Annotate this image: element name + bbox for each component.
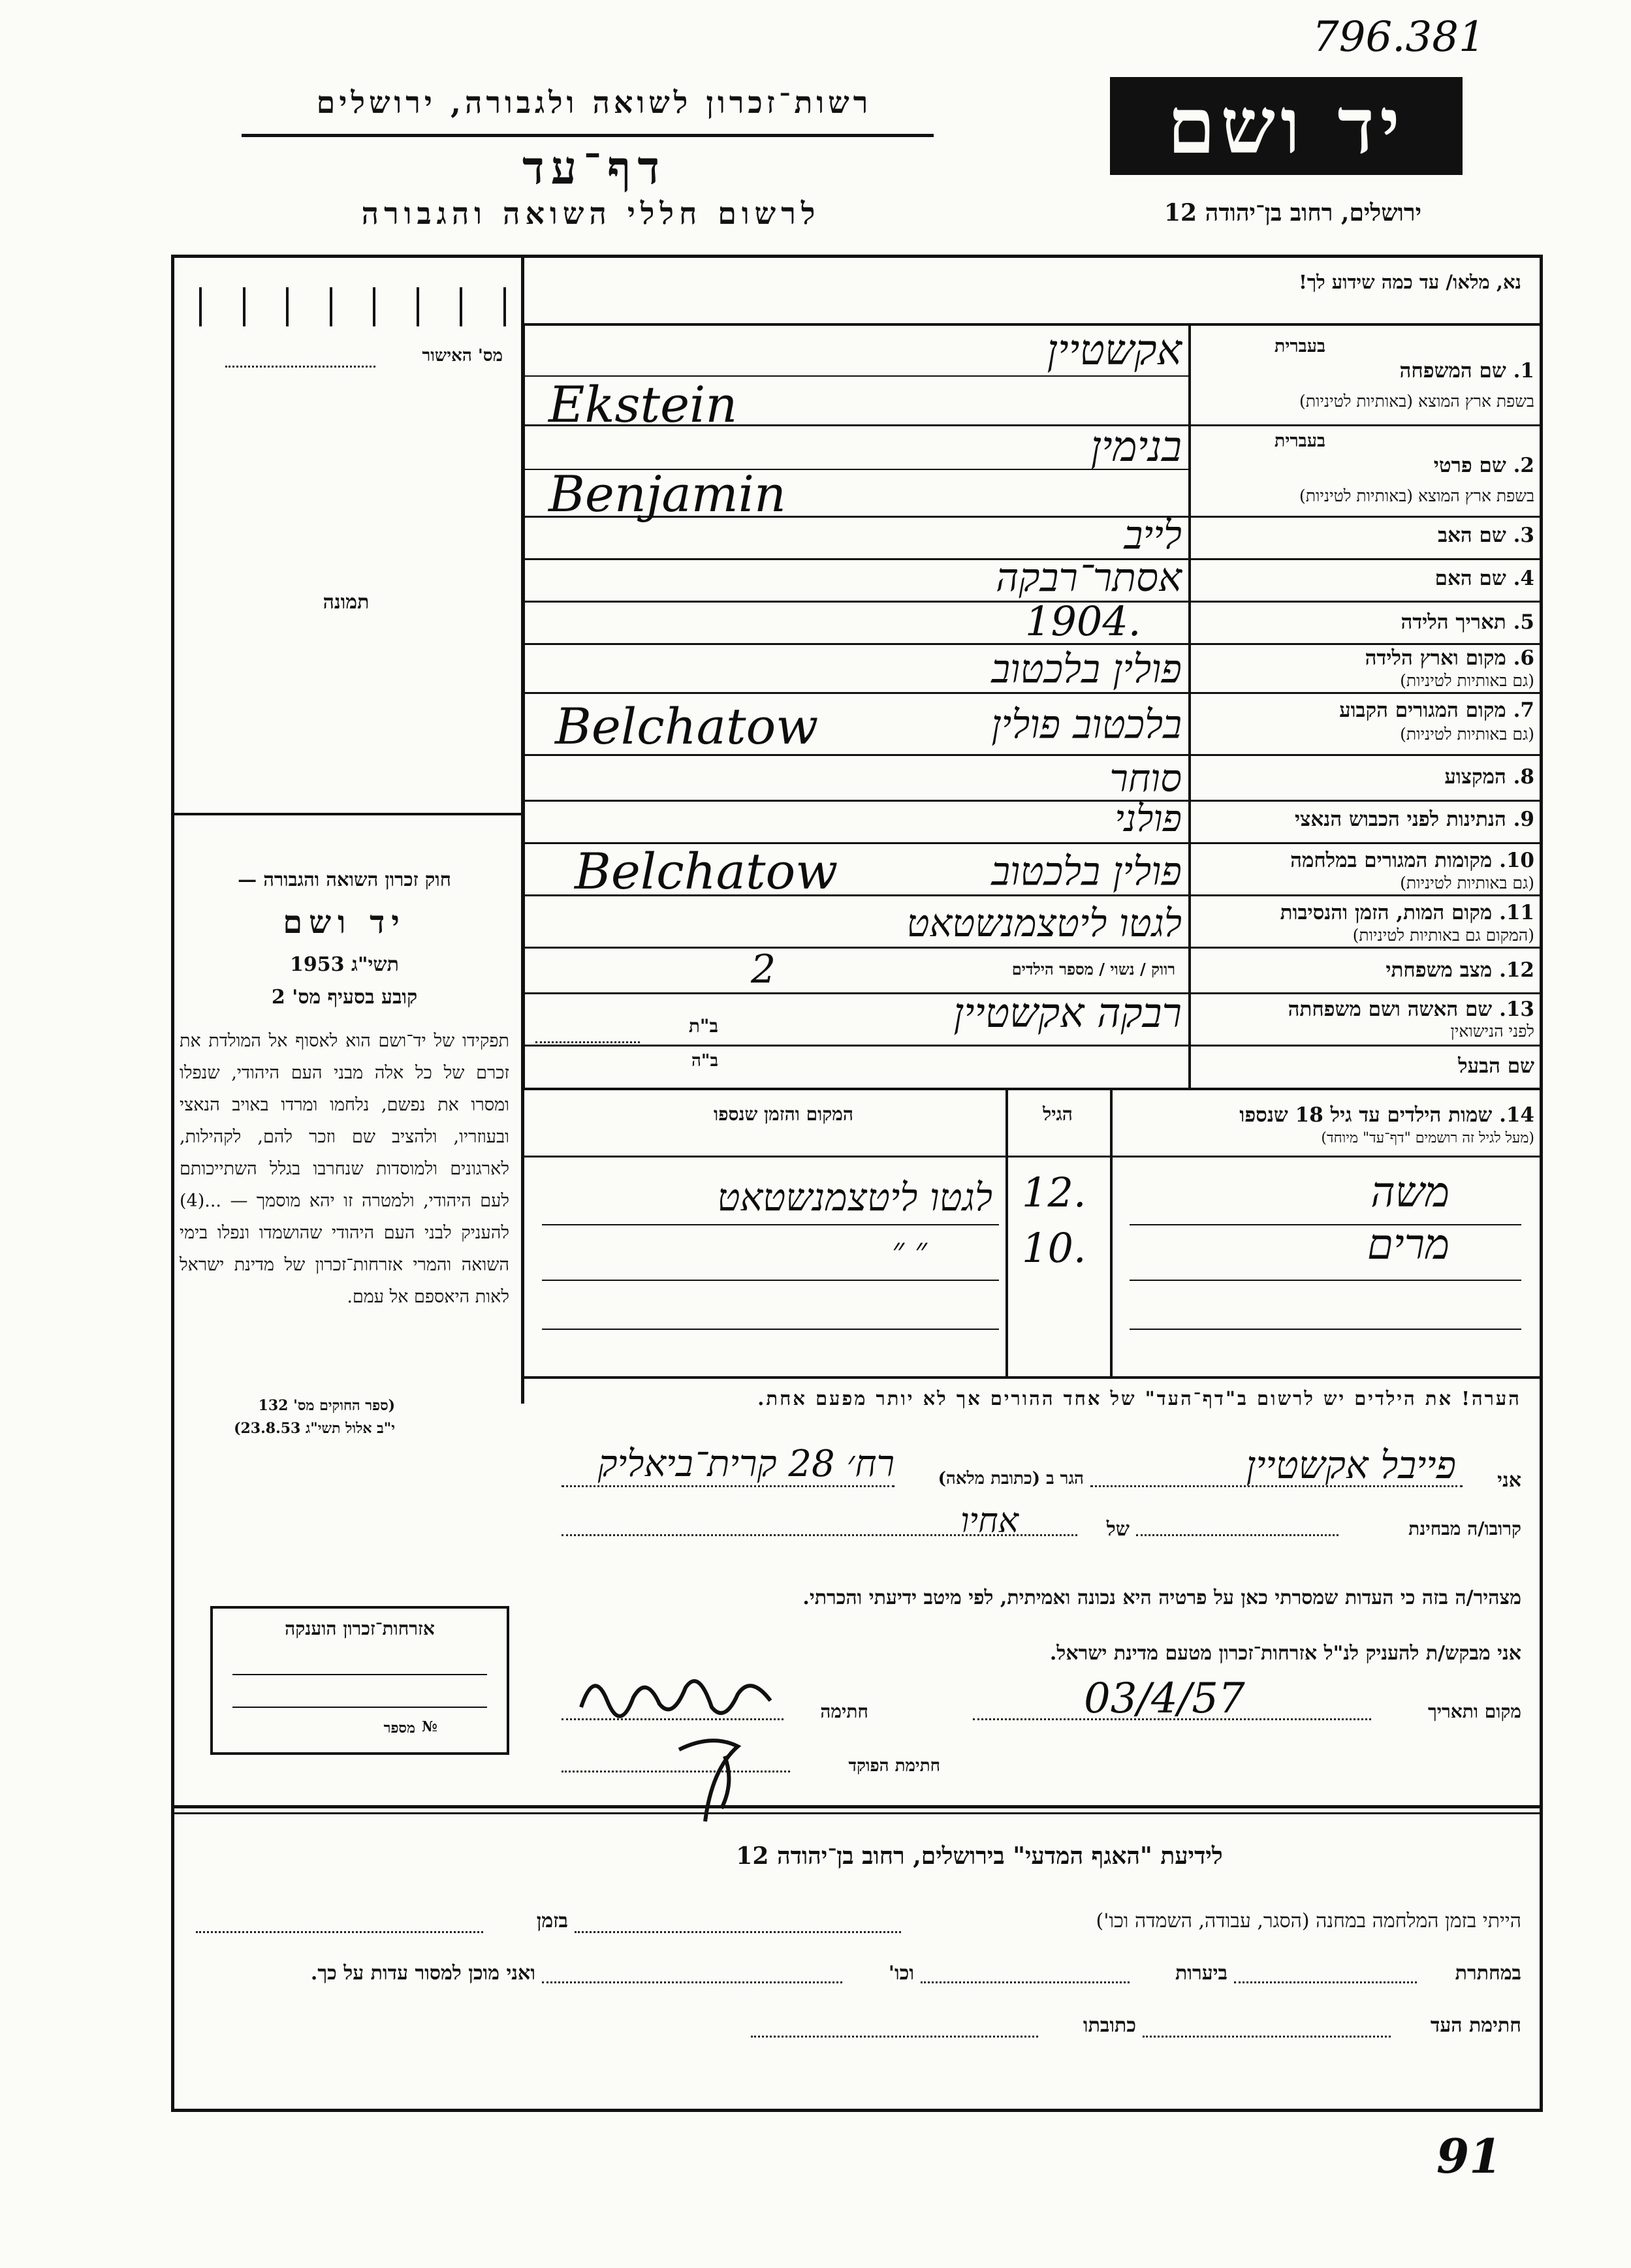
law-name: יד ושם — [283, 904, 406, 941]
field3-label-text: שם האב — [1438, 524, 1506, 547]
footer-ready-testify: ואני מוכן למסור עדות על כך. — [310, 1962, 535, 1985]
child1-name: משה — [1370, 1169, 1449, 1217]
field10-sub: (גם באותיות לטיניות) — [1400, 874, 1534, 892]
footer-underground-label: במחתרת — [1455, 1962, 1521, 1985]
field1-value-latin: Ekstein — [548, 375, 738, 433]
citizenship-box — [210, 1606, 509, 1755]
child2-place: ״ ״ — [892, 1231, 927, 1268]
field8-label-text: המקצוע — [1444, 765, 1506, 789]
address-label: הגר ב (כתובת מלאה) — [938, 1469, 1084, 1488]
declaration-request: אני מבקש/ת להעניק לנ"ל אזרחות־זכרון מטעם מדינת ישראל. — [1049, 1642, 1521, 1665]
field2-label: 2. שם פרטי — [1433, 454, 1534, 477]
field12-label: 12. מצב משפחתי — [1386, 958, 1534, 982]
org-line: רשות־זכרון לשואה ולגבורה, ירושלים — [316, 85, 872, 120]
corner-archive-number: 796.381 — [1312, 13, 1485, 61]
field11-label-text: מקום המות, הזמן והנסיבות — [1280, 901, 1493, 924]
field13-born-tag: ב"ת — [688, 1015, 718, 1037]
relation-value: אחיו — [960, 1502, 1019, 1541]
field6-label: 6. מקום וארץ הלידה — [1365, 646, 1534, 670]
field1-value-hebrew: אקשטיין — [1047, 326, 1182, 375]
approval-number-label: מס' האישור — [422, 346, 503, 366]
address-value: רח׳ 28 קרית־ביאליק — [597, 1443, 895, 1485]
of-label: של — [1106, 1518, 1130, 1541]
declarant-label: אני — [1497, 1469, 1521, 1492]
yad-vashem-logo — [1110, 77, 1463, 175]
field9-label-text: הנתינות לפני הכבוש הנאצי — [1295, 808, 1506, 831]
field4-value: אסתר־רבקה — [996, 555, 1182, 601]
field8-value: סוחר — [1109, 756, 1182, 800]
declaration-statement: מצהיר/ה בזה כי העדות שמסרתי כאן על פרטיה היא נכונה ואמיתית, לפי מיטב ידיעתי והכרתי. — [802, 1586, 1521, 1609]
husband-born-tag: ב"ה — [691, 1051, 718, 1071]
field13-sub: לפני הנישואין — [1450, 1022, 1534, 1041]
field11-sub: (המקום גם באותיות לטיניות) — [1352, 926, 1534, 945]
number-sign-icon: № — [422, 1718, 437, 1735]
witness-address-label: כתובתו — [1083, 2014, 1136, 2037]
declarant-signature — [575, 1662, 784, 1727]
field4-label-text: שם האם — [1434, 567, 1506, 590]
field13-label: 13. שם האשה ושם משפחתה — [1288, 998, 1534, 1021]
official-signature-label: חתימת הפוקד — [848, 1756, 940, 1776]
field11-value: לגטו ליטצמנשטאט — [906, 901, 1182, 945]
law-year: תשי"ג 1953 — [290, 953, 399, 976]
file-number-boxes — [199, 287, 506, 326]
header-address: ירושלים, רחוב בן־יהודה 12 — [1164, 199, 1422, 227]
child1-age: 12. — [1022, 1169, 1086, 1216]
field10-value: פולין בלכטוב — [991, 849, 1182, 894]
field2-value-latin: Benjamin — [548, 465, 786, 523]
photo-label: תמונה — [323, 591, 370, 614]
law-source-date: י"ב אלול תשי"ג 23.8.53) — [234, 1420, 395, 1437]
footer-camp-label: הייתי בזמן המלחמה במחנה (הסגר, עבודה, השמדה וכו') — [1096, 1910, 1521, 1932]
law-clause: קובע בסעיף מס' 2 — [271, 986, 418, 1009]
field8-label: 8. המקצוע — [1444, 765, 1534, 789]
page-number: 91 — [1436, 2128, 1502, 2184]
field1-hebrew-tag: בעברית — [1274, 336, 1325, 356]
children-label: 14. שמות הילדים עד גיל 18 שנספו — [1239, 1103, 1534, 1127]
field7-value: בלכטוב פולין — [991, 702, 1182, 748]
footer-title: לידיעת "האגף המדעי" בירושלים, רחוב בן־יהודה 12 — [736, 1842, 1223, 1870]
field4-label: 4. שם האם — [1434, 567, 1534, 590]
place-date-label: מקום ותאריך — [1427, 1701, 1521, 1722]
field10-label-text: מקומות המגורים במלחמה — [1290, 849, 1493, 872]
field10-label: 10. מקומות המגורים במלחמה — [1290, 849, 1534, 872]
child1-place: לגטו ליטצמנשטאט — [717, 1175, 992, 1220]
field5-label-text: תאריך הלידה — [1401, 610, 1506, 634]
field7-label-text: מקום המגורים הקבוע — [1339, 699, 1506, 722]
field9-label: 9. הנתינות לפני הכבוש הנאצי — [1295, 808, 1534, 831]
footer-forests-label: ביערות — [1175, 1962, 1227, 1985]
law-source: (ספר החוקים מס' 132 — [258, 1397, 395, 1414]
footer-etc-label: וכו' — [888, 1962, 914, 1985]
law-title: חוק זכרון השואה והגבורה — — [238, 868, 451, 890]
relation-label: קרובו/ה מבחינת — [1408, 1518, 1521, 1539]
children-age-col: הגיל — [1043, 1103, 1073, 1125]
field12-label-text: מצב משפחתי — [1386, 958, 1493, 982]
field5-value: 1904. — [1025, 597, 1141, 645]
field13-label-text: שם האשה ושם משפחתה — [1288, 998, 1493, 1021]
field11-label: 11. מקום המות, הזמן והנסיבות — [1280, 901, 1534, 924]
field13-value: רבקה אקשטיין — [953, 989, 1182, 1037]
field3-value: לייב — [1124, 512, 1182, 558]
child2-name: מרים — [1367, 1221, 1449, 1269]
field12-children-count: 2 — [751, 947, 776, 992]
field1-sub: בשפת ארץ המוצא (באותיות לטיניות) — [1299, 392, 1534, 411]
field2-value-hebrew: בנימין — [1090, 423, 1182, 471]
form-subtitle: לרשום חללי השואה והגבורה — [361, 196, 821, 231]
field12-options: רווק / נשוי / מספר הילדים — [1011, 960, 1175, 979]
children-note: הערה! את הילדים יש לרשום ב"דף־העד" של אחד ההורים אך לא יותר מפעם אחת. — [757, 1387, 1521, 1410]
field1-label-text: שם המשפחה — [1399, 359, 1506, 383]
field9-value: פולני — [1115, 798, 1182, 840]
field3-label: 3. שם האב — [1438, 524, 1534, 547]
logo-text: יד ושם — [1167, 80, 1406, 171]
field7-label: 7. מקום המגורים הקבוע — [1339, 699, 1534, 722]
field6-sub: (גם באותיות לטיניות) — [1400, 671, 1534, 690]
form-title: דף־עד — [522, 140, 666, 195]
field10-value-latin: Belchatow — [575, 842, 838, 900]
field5-label: 5. תאריך הלידה — [1401, 610, 1534, 634]
place-date-value: 03/4/57 — [1084, 1675, 1245, 1723]
declarant-name: פייבל אקשטיין — [1246, 1443, 1456, 1487]
children-sub: (מעל לגיל זה רושמים "דף־עד" מיוחד) — [1321, 1130, 1534, 1146]
signature-label: חתימה — [820, 1701, 868, 1722]
field1-label: 1. שם המשפחה — [1399, 359, 1534, 383]
law-text: תפקידו של יד־ושם הוא לאסוף אל המולדת את זכרם של כל אלה מבני העם היהודי, שנפלו ומסרו את נפשם, נלחמו ומרדו באויב הנאצי ובעוזריו, ולהציב שם וזכר להם, לקהילות, לארגונים ולמוסדות שנחרבו בגלל השתייכותם לעם היהודי, ולמטרה זו יהא מוסמך — ...(4) להעניק לבני העם היהודי שהושמדו ונפלו בימי השואה והמרי אזרחות־זכרון של מדינת ישראל לאות היאספם אל עמם. — [180, 1031, 509, 1307]
husband-label: שם הבעל — [1458, 1054, 1534, 1078]
citizenship-box-title: אזרחות־זכרון הוענקה — [285, 1618, 435, 1639]
footer-time-label: בזמן — [536, 1910, 568, 1932]
intro-line: נא, מלאו/ עד כמה שידוע לך! — [1299, 271, 1521, 293]
field7-value-latin: Belchatow — [555, 697, 819, 755]
child2-age: 10. — [1022, 1224, 1086, 1272]
children-place-col: המקום והזמן שנספו — [714, 1103, 853, 1125]
field2-sub: בשפת ארץ המוצא (באותיות לטיניות) — [1299, 486, 1534, 505]
field2-hebrew-tag: בעברית — [1274, 431, 1325, 451]
witness-signature-label: חתימת העד — [1430, 2014, 1521, 2037]
citizenship-box-number-label: מספר — [383, 1720, 415, 1737]
field7-sub: (גם באותיות לטיניות) — [1400, 725, 1534, 744]
field6-value: פולין בלכטוב — [991, 646, 1182, 692]
field2-label-text: שם פרטי — [1433, 454, 1506, 477]
field6-label-text: מקום וארץ הלידה — [1365, 646, 1506, 670]
